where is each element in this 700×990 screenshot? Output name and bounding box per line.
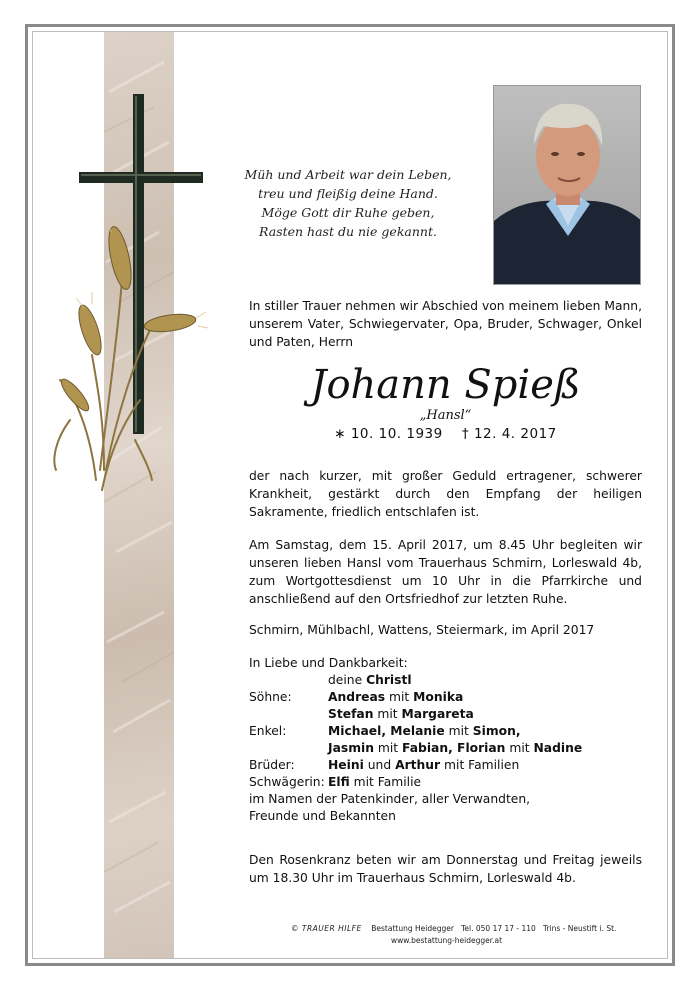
poem <box>233 165 463 241</box>
brothers-entry: Heini und Arthur mit Familien <box>328 758 520 772</box>
poem-line: Müh und Arbeit war dein Leben, <box>244 167 452 182</box>
deceased-name: Johann Spieß <box>310 362 581 408</box>
sons-label: Söhne: <box>249 690 292 704</box>
portrait-photo <box>493 85 641 285</box>
son-entry: Andreas mit Monika <box>328 690 464 704</box>
intro-text: In stiller Trauer nehmen wir Abschied von meinem lieben Mann, unserem Vater, Schwiegervater, Opa, Bruder, Schwager, Onkel und Paten, Herrn <box>249 299 642 349</box>
poem-line: treu und fleißig deine Hand. <box>258 186 438 201</box>
brand-logo: © TRAUER HILFE <box>291 924 362 933</box>
death-date: 12. 4. 2017 <box>473 426 557 442</box>
decorative-stripe <box>104 32 174 958</box>
place-and-date: Schmirn, Mühlbachl, Wattens, Steiermark, im April 2017 <box>249 623 595 637</box>
brothers-label: Brüder: <box>249 758 295 772</box>
poem-line: Rasten hast du nie gekannt. <box>259 224 437 239</box>
son-entry: Stefan mit Margareta <box>328 707 474 721</box>
grandchild-entry: Jasmin mit Fabian, Florian mit Nadine <box>328 741 583 755</box>
funeral-details: Am Samstag, dem 15. April 2017, um 8.45 Uhr begleiten wir unseren lieben Hansl vom Trauerhaus Schmirn, Lorleswald 4b, zum Wortgottesdienst um 10 Uhr in die Pfarrkirche und anschließend auf den Ortsfriedhof zur letzten Ruhe. <box>249 538 642 606</box>
deceased-nickname: „Hansl“ <box>419 408 472 423</box>
company-name: Bestattung Heidegger <box>371 924 454 933</box>
birth-star-icon: ∗ <box>334 426 347 442</box>
poem-line: Möge Gott dir Ruhe geben, <box>261 205 435 220</box>
death-cross-icon: † <box>461 426 470 442</box>
family-heading: In Liebe und Dankbarkeit: <box>249 656 408 670</box>
wife-entry: deine Christl <box>328 673 412 687</box>
relatives-line: im Namen der Patenkinder, aller Verwandten, <box>249 792 531 806</box>
sister-in-law-entry: Elfi mit Familie <box>328 775 422 789</box>
company-location: Trins - Neustift i. St. <box>542 924 617 933</box>
sister-in-law-label: Schwägerin: <box>249 775 325 789</box>
family-list <box>249 655 642 825</box>
grandchild-entry: Michael, Melanie mit Simon, <box>328 724 521 738</box>
birth-date: 10. 10. 1939 <box>350 426 443 442</box>
company-website[interactable]: www.bestattung-heidegger.at <box>391 936 503 945</box>
life-dates <box>249 426 642 442</box>
death-circumstances: der nach kurzer, mit großer Geduld ertragener, schwerer Krankheit, gestärkt durch den Empfang der heiligen Sakramente, friedlich entschlafen ist. <box>249 469 642 519</box>
grandchildren-label: Enkel: <box>249 724 287 738</box>
rosary-notice: Den Rosenkranz beten wir am Donnerstag und Freitag jeweils um 18.30 Uhr im Trauerhaus Schmirn, Lorleswald 4b. <box>249 853 642 885</box>
company-phone: Tel. 050 17 17 - 110 <box>461 924 536 933</box>
friends-line: Freunde und Bekannten <box>249 809 396 823</box>
